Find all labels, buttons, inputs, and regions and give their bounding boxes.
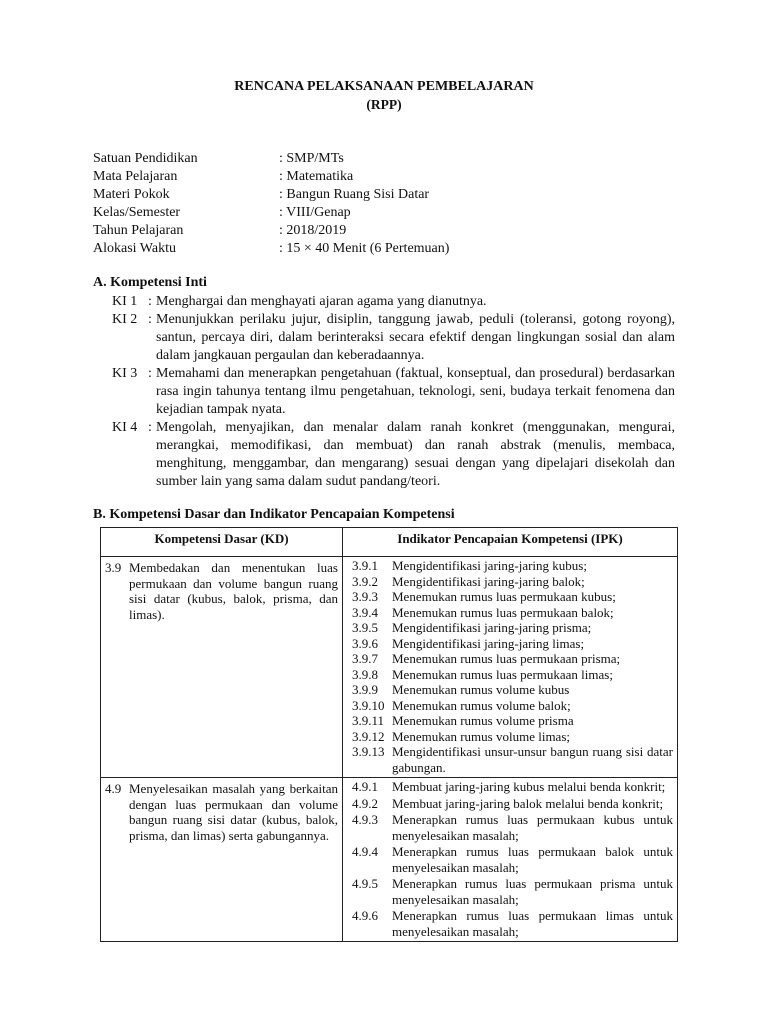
identity-row: [93, 186, 449, 204]
ipk-number: 4.9.1: [352, 779, 378, 794]
ipk-number: 4.9.4: [352, 844, 378, 859]
identity-row: [93, 168, 449, 186]
ki-item: [93, 419, 675, 491]
ipk-number: 3.9.10: [352, 697, 385, 713]
kd-number: 3.9: [105, 560, 122, 575]
table-row: [101, 778, 678, 942]
ipk-text: Menemukan rumus volume limas;: [392, 728, 571, 744]
identity-value: : SMP/MTs: [279, 151, 344, 166]
ki-colon: :: [148, 294, 152, 309]
ipk-cell: [343, 778, 678, 942]
ipk-cell: [343, 557, 678, 778]
section-b-heading: B. Kompetensi Dasar dan Indikator Pencapaian Kompetensi: [93, 507, 455, 522]
document-title: RENCANA PELAKSANAAN PEMBELAJARAN: [234, 79, 534, 94]
ipk-number: 3.9.1: [352, 558, 378, 573]
ipk-number: 3.9.4: [352, 604, 378, 620]
ipk-number: 3.9.2: [352, 573, 378, 589]
ipk-text: Menemukan rumus luas permukaan kubus;: [392, 589, 616, 604]
ipk-number: 3.9.5: [352, 620, 378, 635]
identity-value: : Bangun Ruang Sisi Datar: [279, 187, 430, 202]
identity-label: Materi Pokok: [93, 187, 170, 202]
ipk-number: 3.9.12: [352, 728, 385, 744]
ipk-text: Membuat jaring-jaring kubus melalui benda konkrit;: [392, 779, 666, 794]
ipk-item: [347, 796, 673, 812]
ki-item: [93, 311, 675, 365]
kd-entry: [105, 781, 338, 843]
ipk-number: 3.9.7: [352, 651, 378, 666]
table-row: [101, 557, 678, 778]
kd-entry: [105, 560, 338, 622]
ki-colon: :: [148, 366, 152, 381]
ipk-text: Menerapkan rumus luas permukaan kubus untuk menyelesaikan masalah;: [392, 812, 673, 843]
ipk-text: Menemukan rumus luas permukaan balok;: [392, 604, 614, 620]
kd-cell: [101, 778, 343, 942]
ipk-number: 3.9.6: [352, 635, 378, 651]
ipk-text: Menerapkan rumus luas permukaan prisma untuk menyelesaikan masalah;: [392, 876, 673, 907]
kompetensi-inti-list: [93, 293, 675, 491]
kd-ipk-table: [100, 527, 678, 942]
ipk-text: Menemukan rumus volume balok;: [392, 697, 571, 713]
ki-colon: :: [148, 420, 152, 435]
kd-number: 4.9: [105, 781, 122, 796]
ki-code: KI 2: [112, 312, 138, 327]
ipk-item: [347, 558, 673, 574]
ipk-text: Menemukan rumus volume kubus: [392, 682, 570, 697]
ki-code: KI 4: [112, 420, 138, 435]
ipk-item: [347, 605, 673, 621]
ipk-number: 3.9.8: [352, 666, 378, 682]
ipk-number: 4.9.3: [352, 812, 378, 827]
identity-value: : Matematika: [279, 169, 354, 184]
ipk-text: Mengidentifikasi jaring-jaring balok;: [392, 573, 585, 589]
ipk-item: [347, 744, 673, 775]
ipk-text: Mengidentifikasi jaring-jaring limas;: [392, 635, 585, 651]
ipk-item: [347, 908, 673, 939]
ipk-item: [347, 636, 673, 652]
ipk-item: [347, 698, 673, 714]
ki-text: Menunjukkan perilaku jujur, disiplin, tanggung jawab, peduli (toleransi, gotong royong), santun, percaya diri, dalam berinteraksi secara efektif dengan lingkungan sosial dan alam dalam jangkauan pergaulan dan keberadaannya.: [156, 312, 675, 363]
identity-block: [93, 150, 449, 258]
ki-text: Mengolah, menyajikan, dan menalar dalam ranah konkret (menggunakan, mengurai, merangkai, memodifikasi, dan membuat) dan ranah abstrak (menulis, membaca, menghitung, menggambar, dan mengarang) sesuai dengan yang dipelajari disekolah dan sumber lain yang sama dalam sudut pandang/teori.: [156, 420, 675, 489]
ki-item: [93, 365, 675, 419]
ki-item: [93, 293, 675, 311]
ipk-number: 4.9.5: [352, 876, 378, 891]
identity-row: [93, 150, 449, 168]
section-a-heading: A. Kompetensi Inti: [93, 275, 207, 290]
table-header-row: [101, 528, 678, 557]
ipk-text: Menerapkan rumus luas permukaan balok untuk menyelesaikan masalah;: [392, 844, 673, 875]
document-subtitle: (RPP): [366, 97, 402, 112]
ipk-number: 3.9.11: [352, 713, 385, 728]
ipk-number: 3.9.3: [352, 589, 378, 604]
column-header-kd: Kompetensi Dasar (KD): [101, 528, 343, 557]
identity-label: Mata Pelajaran: [93, 169, 178, 184]
identity-row: [93, 204, 449, 222]
ipk-item: [347, 876, 673, 907]
ipk-text: Mengidentifikasi jaring-jaring kubus;: [392, 558, 587, 573]
ipk-number: 4.9.6: [352, 908, 378, 923]
ipk-text: Menerapkan rumus luas permukaan limas untuk menyelesaikan masalah;: [392, 908, 673, 939]
ipk-text: Mengidentifikasi jaring-jaring prisma;: [392, 620, 592, 635]
ipk-number: 4.9.2: [352, 795, 378, 811]
ipk-text: Mengidentifikasi unsur-unsur bangun ruang sisi datar gabungan.: [392, 744, 673, 775]
ki-code: KI 3: [112, 366, 138, 381]
ipk-item: [347, 574, 673, 590]
ki-colon: :: [148, 312, 152, 327]
ipk-item: [347, 651, 673, 667]
ipk-text: Membuat jaring-jaring balok melalui benda konkrit;: [392, 795, 664, 811]
identity-value: : 2018/2019: [279, 223, 347, 238]
identity-label: Kelas/Semester: [93, 205, 181, 220]
ipk-text: Menemukan rumus luas permukaan limas;: [392, 666, 613, 682]
identity-value: : VIII/Genap: [279, 205, 351, 220]
identity-label: Alokasi Waktu: [93, 241, 176, 256]
ipk-text: Menemukan rumus luas permukaan prisma;: [392, 651, 621, 666]
column-header-ipk: Indikator Pencapaian Kompetensi (IPK): [343, 528, 678, 557]
ki-text: Memahami dan menerapkan pengetahuan (faktual, konseptual, dan prosedural) berdasarkan rasa ingin tahunya tentang ilmu pengetahuan, teknologi, seni, budaya terkait fenomena dan kejadian tampak nyata.: [156, 366, 675, 417]
ipk-item: [347, 779, 673, 795]
kd-text: Menyelesaikan masalah yang berkaitan dengan luas permukaan dan volume bangun ruang sisi datar (kubus, balok, prisma, dan limas) serta gabungannya.: [129, 781, 338, 843]
ki-code: KI 1: [112, 294, 138, 309]
ipk-number: 3.9.13: [352, 744, 385, 759]
ipk-item: [347, 713, 673, 729]
ipk-item: [347, 844, 673, 875]
ipk-item: [347, 812, 673, 843]
ki-text: Menghargai dan menghayati ajaran agama yang dianutnya.: [156, 294, 487, 309]
kd-cell: [101, 557, 343, 778]
identity-label: Satuan Pendidikan: [93, 151, 198, 166]
identity-row: [93, 240, 449, 258]
ipk-item: [347, 682, 673, 698]
ipk-item: [347, 589, 673, 605]
ipk-item: [347, 620, 673, 636]
ipk-item: [347, 729, 673, 745]
ipk-item: [347, 667, 673, 683]
identity-label: Tahun Pelajaran: [93, 223, 184, 238]
identity-value: : 15 × 40 Menit (6 Pertemuan): [279, 241, 450, 256]
ipk-text: Menemukan rumus volume prisma: [392, 713, 574, 728]
ipk-number: 3.9.9: [352, 682, 378, 697]
identity-row: [93, 222, 449, 240]
kd-text: Membedakan dan menentukan luas permukaan dan volume bangun ruang sisi datar (kubus, balok, prisma, dan limas).: [129, 560, 338, 622]
